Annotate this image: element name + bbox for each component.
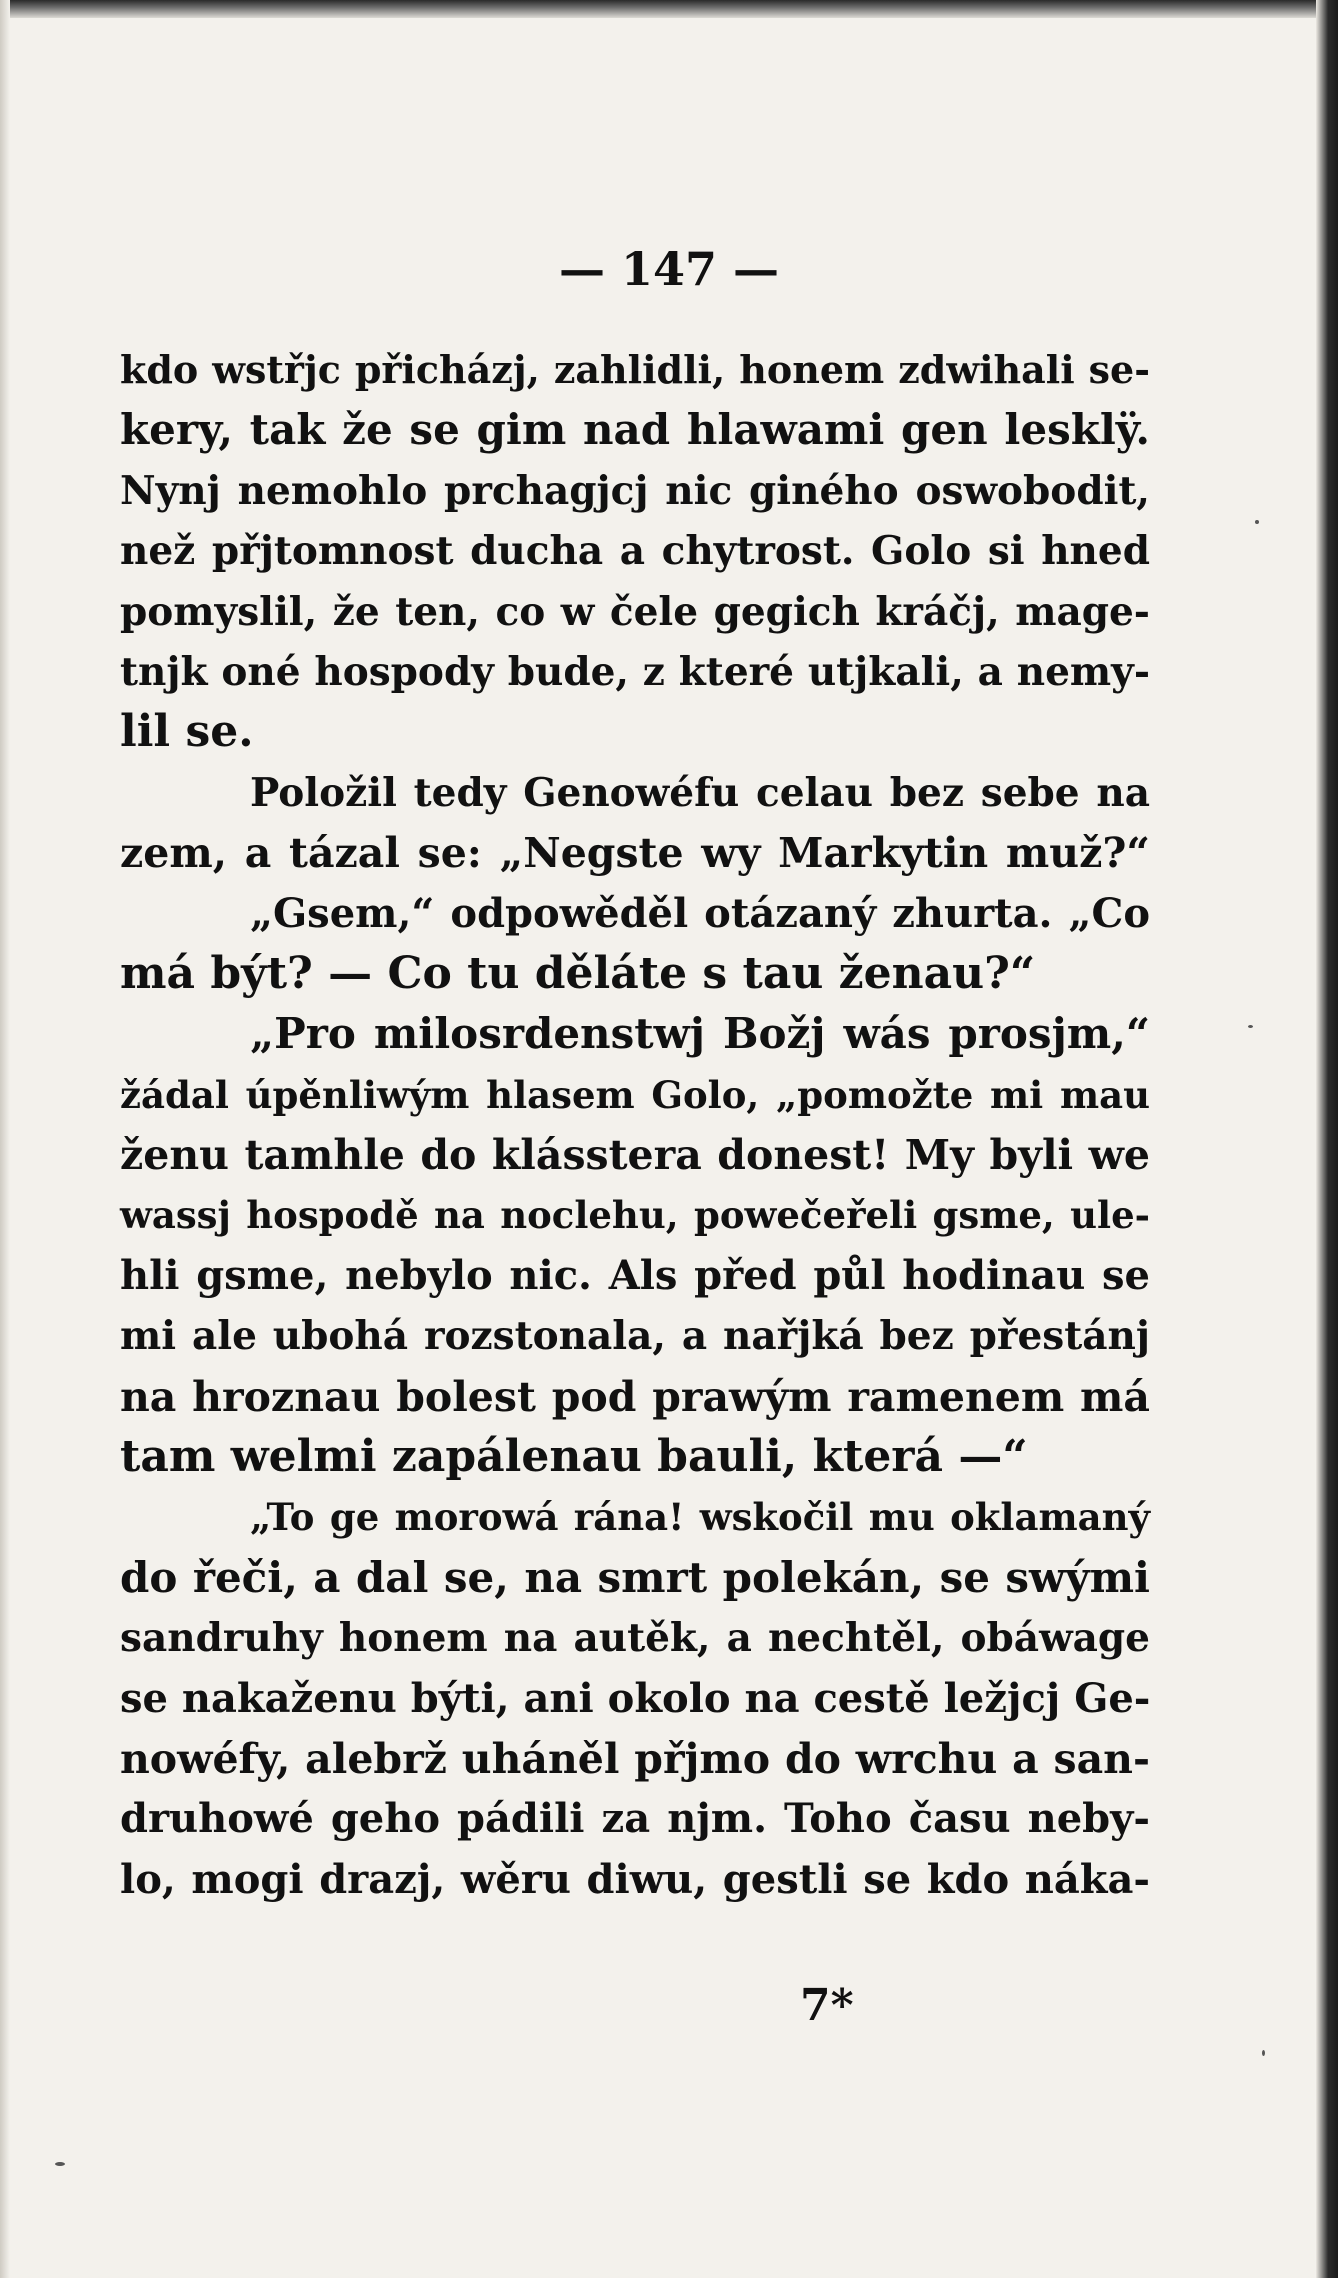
paper-speck	[55, 2162, 65, 2166]
text-line: má být? — Co tu děláte s tau ženau?“	[120, 947, 1036, 999]
body-text	[120, 340, 1150, 1910]
text-line: žádal úpěnliwým hlasem Golo, „pomožte mi mau	[120, 1072, 1150, 1117]
paper-speck	[1262, 2050, 1265, 2056]
text-line: pomyslil, že ten, co w čele gegich kráčj, mage-	[120, 588, 1150, 635]
page-right-edge	[1316, 0, 1338, 2278]
text-line: „Gsem,“ odpowěděl otázaný zhurta. „Co	[250, 889, 1150, 937]
text-line: Nynj nemohlo prchagjcj nic giného oswobodit,	[120, 467, 1150, 514]
text-line: sandruhy honem na autěk, a nechtěl, obáwage	[120, 1615, 1150, 1662]
text-line: hli gsme, nebylo nic. Als před půl hodinau se	[120, 1251, 1150, 1299]
page-number: — 147 —	[558, 242, 780, 296]
text-line: nowéfy, alebrž uháněl přjmo do wrchu a san-	[120, 1734, 1150, 1783]
text-line: lil se.	[120, 706, 254, 758]
text-line: se nakaženu býti, ani okolo na cestě ležjcj Ge-	[120, 1674, 1151, 1722]
text-line: Položil tedy Genowéfu celau bez sebe na	[250, 769, 1150, 816]
text-line: kdo wstřjc přicházj, zahlidli, honem zdwihali se-	[120, 347, 1150, 392]
text-line: na hroznau bolest pod prawým ramenem má	[120, 1372, 1150, 1421]
text-line: tnjk oné hospody bude, z které utjkali, a nemy-	[120, 648, 1150, 695]
text-line: druhowé geho pádili za njm. Toho času neby-	[120, 1795, 1150, 1843]
text-line: „Pro milosrdenstwj Božj wás prosjm,“	[250, 1009, 1150, 1059]
text-line: ženu tamhle do klásstera donest! My byli we	[120, 1131, 1150, 1180]
text-line: lo, mogi drazj, wěru diwu, gestli se kdo náka-	[120, 1855, 1150, 1903]
text-line: zem, a tázal se: „Negste wy Markytin muž?“	[120, 829, 1150, 878]
paper-speck	[1255, 520, 1259, 524]
text-line: do řeči, a dal se, na smrt polekán, se swými	[120, 1552, 1150, 1602]
text-line: tam welmi zapálenau bauli, která —“	[120, 1431, 1028, 1483]
signature-mark: 7*	[800, 1980, 854, 2031]
page-top-edge	[0, 0, 1338, 18]
text-line: wassj hospodě na noclehu, powečeřeli gsme, ule-	[120, 1193, 1150, 1238]
text-line: než přjtomnost ducha a chytrost. Golo si hned	[120, 528, 1150, 575]
text-line: mi ale ubohá rozstonala, a nařjká bez přestánj	[120, 1313, 1150, 1360]
paper-speck	[1248, 1025, 1253, 1028]
text-line: kery, tak že se gim nad hlawami gen lesklÿ.	[120, 405, 1150, 455]
text-line: „To ge morowá rána! wskočil mu oklamaný	[250, 1495, 1150, 1540]
page-left-edge	[0, 0, 10, 2278]
